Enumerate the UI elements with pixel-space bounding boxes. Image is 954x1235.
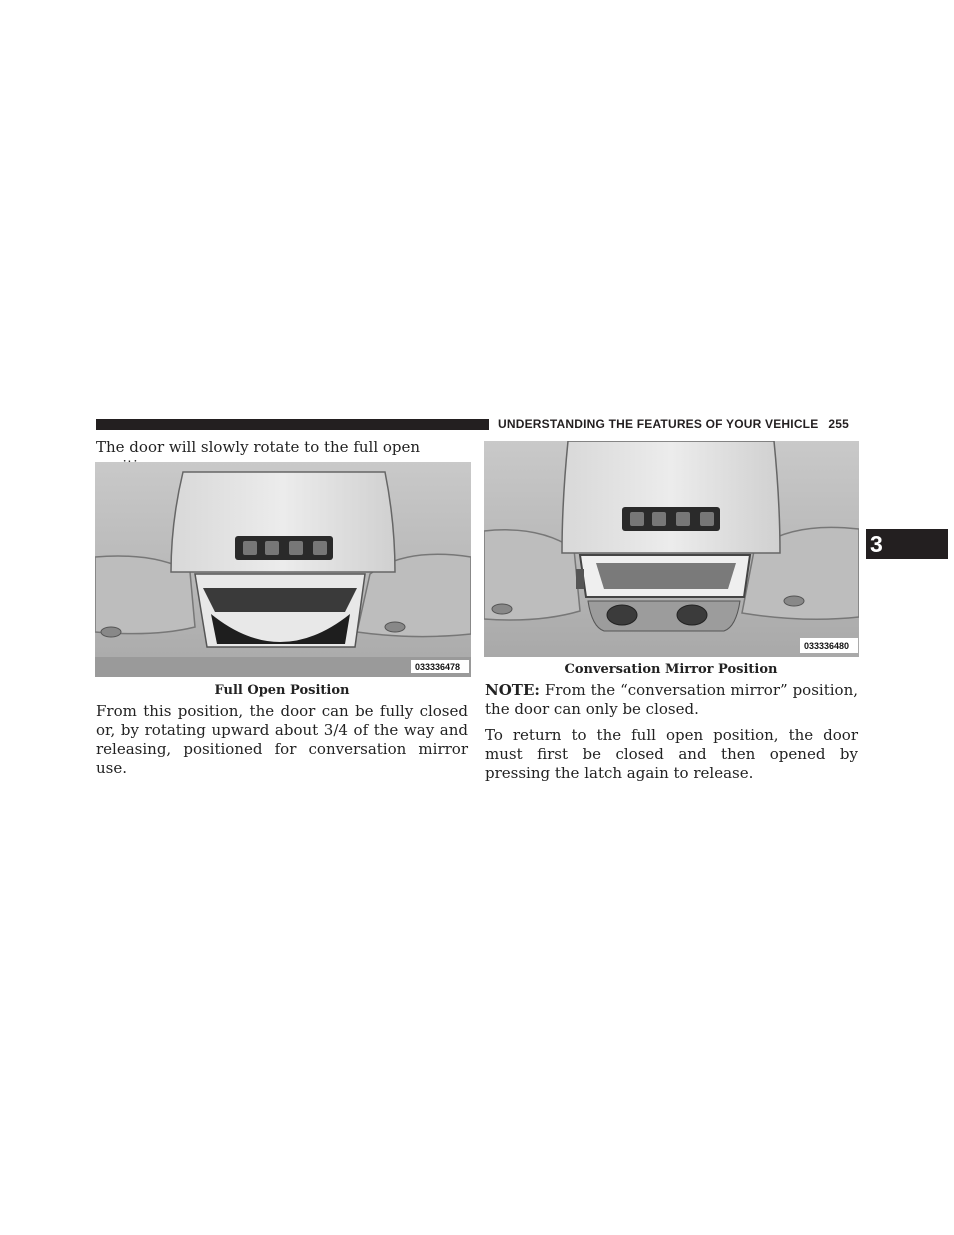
full-open-figure	[95, 462, 471, 677]
figure-code-right: 033336480	[804, 641, 850, 651]
body-paragraph-right: To return to the full open position, the door must first be closed and then opened by pressing the latch again to release.	[485, 726, 858, 782]
body-paragraph-left: From this position, the door can be fully closed or, by rotating upward about 3/4 of the way and releasing, positioned for conversation mirror use.	[96, 702, 468, 777]
chapter-tab: 3	[866, 529, 948, 559]
page-number: 255	[828, 417, 850, 431]
figure-code-left: 033336478	[415, 662, 461, 672]
note-label: NOTE:	[485, 681, 540, 699]
note-text: From the “conversation mirror” position, the door can only be closed.	[485, 681, 858, 718]
running-header	[498, 417, 849, 431]
header-rule	[96, 419, 489, 430]
figure-caption-left: Full Open Position	[214, 683, 350, 698]
conversation-mirror-figure	[484, 441, 859, 657]
note-paragraph	[485, 681, 858, 719]
figure-caption-right: Conversation Mirror Position	[564, 662, 778, 677]
section-title: UNDERSTANDING THE FEATURES OF YOUR VEHICLE	[498, 417, 819, 431]
intro-paragraph: The door will slowly rotate to the full open	[96, 438, 421, 456]
